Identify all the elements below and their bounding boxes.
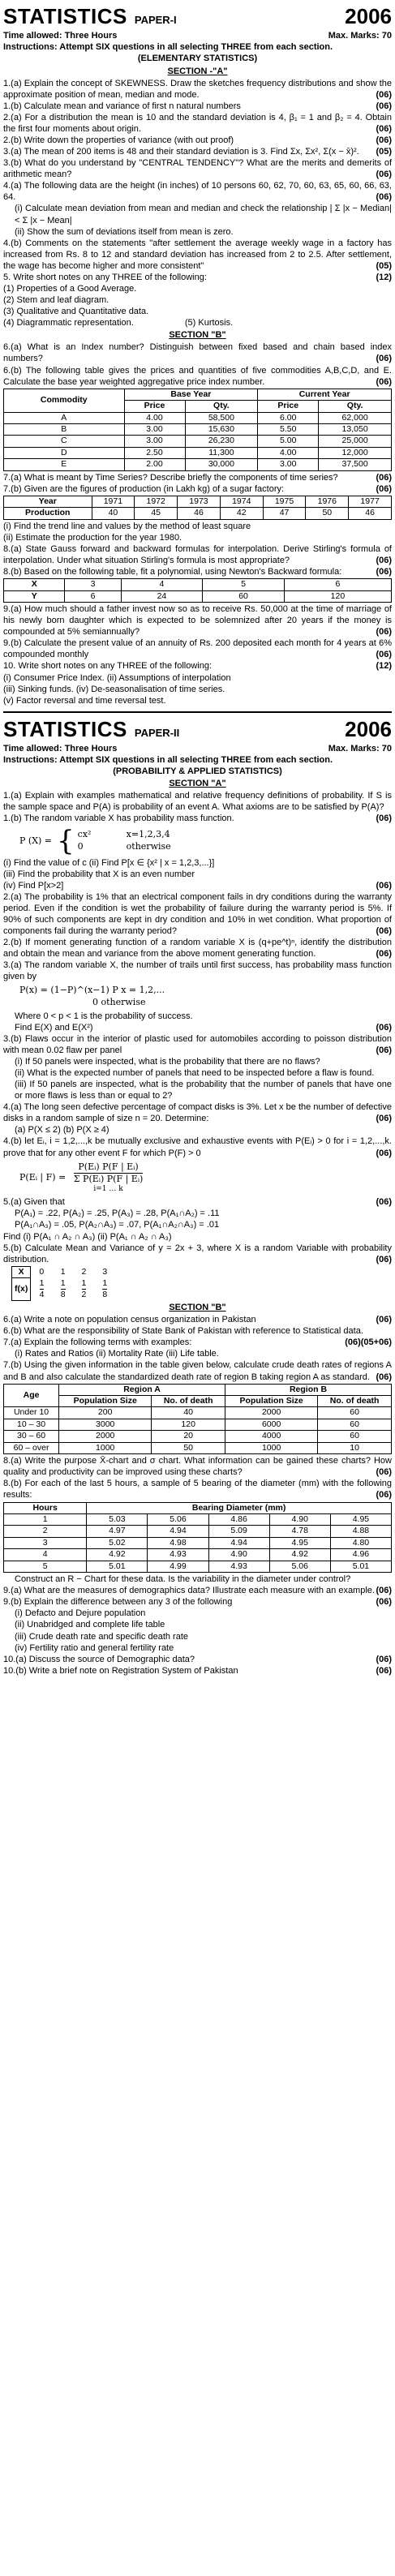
table-row: [4, 1561, 392, 1572]
table-cell: 15,630: [185, 424, 258, 436]
table-header: Population Size: [59, 1396, 152, 1407]
table-cell: B: [4, 424, 125, 436]
question-3b-i: (i) If 50 panels were inspected, what is the probability that there are no flaws?: [15, 1056, 320, 1067]
table-cell: 4.92: [87, 1549, 148, 1561]
table-cell: 25,000: [319, 436, 392, 447]
table-cell: 5.01: [87, 1561, 148, 1572]
time-allowed: Time allowed: Three Hours: [3, 744, 118, 754]
table-cell: Under 10: [4, 1407, 59, 1419]
table-cell: 46: [178, 508, 221, 519]
table-cell: 1976: [306, 496, 349, 507]
list-item: (iii) Crude death rate and specific death rate: [15, 1631, 189, 1642]
question-5a-line2: P(A₁∩A₃) = .05, P(A₂∩A₃) = .07, P(A₁∩A₂∩A₃) = .01: [15, 1220, 220, 1230]
table-header: Qty.: [185, 401, 258, 412]
instructions: Instructions: Attempt SIX questions in all selecting THREE from each section.: [3, 755, 333, 766]
table-cell: 58,500: [185, 412, 258, 423]
table-cell: 4.95: [330, 1513, 391, 1525]
paper-2-header: [3, 716, 392, 743]
table-header: Base Year: [124, 389, 258, 400]
table-cell: 60: [318, 1419, 392, 1430]
table-header: Region A: [59, 1384, 225, 1395]
xy-table: [3, 578, 392, 603]
fraction-cell: $\frac{1}{2}$: [81, 1277, 87, 1300]
question-1b: 1.(b) Calculate mean and variance of first n natural numbers (06): [3, 101, 392, 111]
table-cell: 5.00: [258, 436, 319, 447]
table-row: [4, 424, 392, 436]
fraction-cell: $\frac{1}{8}$: [102, 1277, 108, 1300]
question-6a: 6.(a) What is an Index number? Distinguish between fixed based and chain based index numbers? (06): [3, 342, 392, 364]
table-header: Current Year: [258, 389, 392, 400]
question-10: 10. Write short notes on any THREE of the following: (12): [3, 661, 392, 672]
question-5b: 5.(b) Calculate Mean and Variance of y = 2x + 3, where X is a random Variable with probability distribution. (06): [3, 1243, 392, 1264]
table-cell: 3.00: [124, 436, 185, 447]
table-cell: 1975: [263, 496, 306, 507]
table-cell: X: [4, 579, 65, 590]
question-3a-where: Where 0 < p < 1 is the probability of success.: [15, 1011, 193, 1021]
table-cell: 3.00: [124, 424, 185, 436]
paper-subtitle: (PROBABILITY & APPLIED STATISTICS): [113, 766, 282, 777]
section-a-heading: SECTION "A": [169, 779, 226, 789]
question-7a: 7.(a) Explain the following terms with examples: (06): [3, 1337, 361, 1348]
paper-subtitle: (ELEMENTARY STATISTICS): [137, 54, 258, 64]
table-cell: 0: [39, 1266, 45, 1277]
table-cell: 3: [4, 1537, 87, 1548]
table-cell: 6: [65, 590, 121, 602]
table-cell: 5: [4, 1561, 87, 1572]
table-cell: 4.95: [269, 1537, 330, 1548]
question-3a: 3.(a) The random variable X, the number of trails until first success, has probability mass function given by: [3, 960, 392, 982]
paper-label: PAPER-I: [134, 14, 177, 26]
question-10a: 10.(a) Discuss the source of Demographic data? (06): [3, 1654, 392, 1664]
table-cell: 12,000: [319, 447, 392, 458]
table-cell: 10: [318, 1442, 392, 1453]
table-cell: A: [4, 412, 125, 423]
table-header: No. of death: [152, 1396, 225, 1407]
question-5a-line1: P(A₁) = .22, P(A₂) = .25, P(A₃) = .28, P(A₁∩A₂) = .11: [15, 1209, 220, 1219]
table-cell: 40: [92, 508, 135, 519]
question-5a: 5.(a) Given that (06): [3, 1197, 392, 1208]
question-7b: 7.(b) Given are the figures of production (in Lakh kg) of a sugar factory: (06): [3, 483, 392, 494]
list-item: (ii) Unabridged and complete life table: [15, 1620, 165, 1630]
question-1b-i: (i) Find the value of c (ii) Find P[x ∈ {x² | x = 1,2,3,...}]: [3, 857, 215, 868]
question-7b-i: (i) Find the trend line and values by the method of least square: [3, 521, 251, 531]
table-cell: 24: [121, 590, 203, 602]
table-cell: 4: [4, 1549, 87, 1561]
table-cell: 4.88: [330, 1526, 391, 1537]
question-4b: 4.(b) Comments on the statements "after settlement the average weekly wage in a factory has increased from Rs. 8 to 12 and standard deviation has increased from 2 to 2.5. After settlement, the wage has become higher and more consistent" (05): [3, 238, 392, 271]
table-cell: 4.90: [269, 1513, 330, 1525]
question-4a-i: (i) Calculate mean deviation from mean and median and check the relationship | Σ |x − Median| < Σ |x − Mean|: [15, 204, 392, 225]
question-2b: 2.(b) Write down the properties of variance (with out proof) (06): [3, 135, 392, 145]
question-1a: 1.(a) Explain with examples mathematical and relative frequency definitions of probability. If S is the sample space and P(A) is probability of an event A. What axioms are to be satisfied by P(A)? (06): [3, 791, 392, 824]
table-cell: 5: [203, 579, 285, 590]
question-3a: 3.(a) The mean of 200 items is 48 and their standard deviation is 3. Find Σx, Σx², Σ(x − x̄)². (05): [3, 147, 392, 157]
table-cell: 3: [102, 1266, 108, 1277]
question-10-list: [3, 672, 392, 706]
question-4a-ii: (ii) Show the sum of deviations itself from mean is zero.: [15, 226, 234, 237]
xy-table-body: [4, 579, 392, 603]
table-cell: 5.06: [148, 1513, 208, 1525]
table-cell: 50: [152, 1442, 225, 1453]
table-cell: Year: [4, 496, 92, 507]
question-4b: 4.(b) let Eᵢ, i = 1,2,...,k be mutually exclusive and exhaustive events with P(Eᵢ) > 0 for i = 1,2,...,k. prove that for any other event F for which P(F) > 0 (06): [3, 1136, 392, 1158]
question-8b: 8.(b) For each of the last 5 hours, a sample of 5 bearing of the diameter (mm) with the following results: (06): [3, 1479, 392, 1501]
table-cell: 4.97: [87, 1526, 148, 1537]
question-3b-iii: (iii) If 50 panels are inspected, what is the probability that the number of panels that have one or more flaws is less than or equal to 2?: [15, 1080, 392, 1101]
table-cell: 4.94: [208, 1537, 269, 1548]
table-row: [4, 508, 392, 519]
commodity-table: [3, 389, 392, 471]
table-header: Price: [258, 401, 319, 412]
list-item: (2) Stem and leaf diagram.: [3, 295, 109, 306]
production-table: [3, 496, 392, 520]
table-cell: 26,230: [185, 436, 258, 447]
list-item: (4) Diagrammatic representation. (5) Kurtosis.: [3, 318, 234, 328]
table-header: No. of death: [318, 1396, 392, 1407]
table-row: [4, 447, 392, 458]
table-cell: 1: [60, 1266, 66, 1277]
exam-year: 2006: [345, 716, 392, 741]
table-cell: 4.80: [330, 1537, 391, 1548]
table-cell: 1971: [92, 496, 135, 507]
question-8a: 8.(a) Write the purpose X̄-chart and σ chart. What information can be gained these charts? How quality and productivity can be improved using these charts? (06): [3, 1456, 392, 1478]
table-cell: 60: [318, 1431, 392, 1442]
table-cell: 40: [152, 1407, 225, 1419]
question-7a: 7.(a) What is meant by Time Series? Describe briefly the components of time series? (06): [3, 472, 392, 483]
table-cell: 5.09: [208, 1526, 269, 1537]
question-4a: 4.(a) The long seen defective percentage of compact disks is 3%. Let x be the number of defective disks in a random sample of size n = 20. Determine: (06): [3, 1102, 392, 1124]
table-cell: 4.00: [124, 412, 185, 423]
table-cell: 1977: [349, 496, 392, 507]
question-8b-note: Construct an R − Chart for these data. Is the variability in the diameter under control?: [15, 1574, 351, 1585]
table-cell: 2000: [59, 1431, 152, 1442]
list-item: (i) Defacto and Dejure population: [15, 1608, 146, 1619]
fraction-cell: $\frac{1}{4}$: [39, 1277, 45, 1300]
table-cell: 6000: [225, 1419, 318, 1430]
table-row: [4, 1431, 392, 1442]
table-cell: 4.00: [258, 447, 319, 458]
question-1a: 1.(a) Explain the concept of SKEWNESS. Draw the sketches frequency distributions and show the approximate position of mean, median and mode. (06): [3, 78, 392, 100]
table-cell: 10 – 30: [4, 1419, 59, 1430]
table-row: [4, 1419, 392, 1430]
table-cell: 4.90: [208, 1549, 269, 1561]
table-cell: 37,500: [319, 459, 392, 470]
question-1b-iii: (iii) Find the probability that X is an even number: [3, 869, 195, 879]
table-header: Qty.: [319, 401, 392, 412]
question-6a: 6.(a) Write a note on population census organization in Pakistan (06): [3, 1315, 392, 1325]
death-rate-table: [3, 1384, 392, 1455]
question-3b: 3.(b) Flaws occur in the interior of plastic used for automobiles according to poisson distribution with mean 0.02 flaw per panel (06): [3, 1033, 392, 1055]
table-cell: 3: [65, 579, 121, 590]
table-cell: 60: [318, 1407, 392, 1419]
table-cell: 30 – 60: [4, 1431, 59, 1442]
table-row: [4, 1513, 392, 1525]
question-9b: 9.(b) Calculate the present value of an annuity of Rs. 200 deposited each month for 4 years at 6% compounded monthly (06): [3, 638, 392, 660]
list-item: (1) Properties of a Good Average.: [3, 283, 137, 294]
table-cell: 5.03: [87, 1513, 148, 1525]
paper-2: [3, 716, 392, 1677]
table-cell: 4.93: [208, 1561, 269, 1572]
paper-1: [3, 3, 392, 706]
question-8b: 8.(b) Based on the following table, fit a polynomial, using Newton's Backward formula: (06): [3, 567, 392, 577]
table-cell: 120: [284, 590, 391, 602]
table-cell: 5.50: [258, 424, 319, 436]
table-cell: 4.98: [148, 1537, 208, 1548]
instructions: Instructions: Attempt SIX questions in all selecting THREE from each section.: [3, 42, 333, 53]
table-cell: 20: [152, 1431, 225, 1442]
table-cell: 2.50: [124, 447, 185, 458]
time-allowed: Time allowed: Three Hours: [3, 31, 118, 41]
table-header: Price: [124, 401, 185, 412]
table-cell: 11,300: [185, 447, 258, 458]
table-cell: E: [4, 459, 125, 470]
bayes-formula: P(Eᵢ | F) = P(Eᵢ) P(F | Eᵢ) Σ P(Eᵢ) P(F | Eᵢ) i=1 … k: [19, 1161, 144, 1193]
table-cell: 4.96: [330, 1549, 391, 1561]
question-10b: 10.(b) Write a brief note on Registration System of Pakistan (06): [3, 1665, 392, 1676]
table-cell: 60: [203, 590, 285, 602]
section-b-heading: SECTION "B": [169, 1303, 226, 1313]
table-cell: 4: [121, 579, 203, 590]
table-cell: Production: [4, 508, 92, 519]
paper-1-header: [3, 3, 392, 30]
table-row: [4, 436, 392, 447]
table-cell: 1974: [220, 496, 263, 507]
table-header: Region B: [225, 1384, 392, 1395]
table-cell: 50: [306, 508, 349, 519]
question-7a-items: (i) Rates and Ratios (ii) Mortality Rate (iii) Life table.: [15, 1349, 219, 1359]
question-1b: 1.(b) The random variable X has probability mass function.: [3, 814, 234, 824]
max-marks: Max. Marks: 70: [328, 744, 392, 754]
time-marks-row: [3, 30, 392, 41]
question-3a-find: Find E(X) and E(X²) (06): [15, 1022, 392, 1033]
table-cell: 4.94: [148, 1526, 208, 1537]
table-row: [4, 1537, 392, 1548]
question-7b: 7.(b) Using the given information in the table given below, calculate crude death rates of regions A and B and also calculate the standardized death rate of region B taking region A as standard. (06): [3, 1360, 392, 1382]
question-2a: 2.(a) The probability is 1% that an electrical component fails in dry conditions during the warranty period. Even if the condition is wet the probability of failure during the warranty period is 5%. If 90% of such components are kept in dry condition and 10% in wet condition. What proportion of components fail during the warranty period? (06): [3, 891, 392, 937]
table-cell: 6: [284, 579, 391, 590]
table-cell: 2.00: [124, 459, 185, 470]
question-1b-iv: (iv) Find P[x>2] (06): [3, 880, 392, 891]
time-marks-row: [3, 743, 392, 754]
table-cell: 200: [59, 1407, 152, 1419]
table-cell: 5.02: [87, 1537, 148, 1548]
table-row: [4, 579, 392, 590]
subject-title: STATISTICS: [3, 716, 127, 741]
table-cell: 3.00: [258, 459, 319, 470]
paper-label: PAPER-II: [134, 726, 180, 739]
table-cell: 13,050: [319, 424, 392, 436]
question-9b: 9.(b) Explain the difference between any 3 of the following (06): [3, 1597, 392, 1608]
question-4a: 4.(a) The following data are the height (in inches) of 10 persons 60, 62, 70, 60, 63, 65, 60, 66, 63, 64. (06): [3, 181, 392, 203]
question-3b: 3.(b) What do you understand by "CENTRAL TENDENCY"? What are the merits and demerits of arithmetic mean? (06): [3, 158, 392, 180]
probability-distribution-table: [11, 1266, 115, 1301]
probability-distribution-body: [12, 1266, 116, 1300]
question-2a: 2.(a) For a distribution the mean is 10 and the standard deviation is 4, β₁ = 1 and β₂ = 4. Obtain the first four moments about origin. (06): [3, 112, 392, 134]
fraction-cell: $\frac{1}{8}$: [60, 1277, 66, 1300]
table-cell: 1000: [225, 1442, 318, 1453]
bearing-table-body: [4, 1513, 392, 1572]
table-cell: 4000: [225, 1431, 318, 1442]
table-row: [4, 496, 392, 507]
table-row: [4, 1549, 392, 1561]
table-cell: 4.92: [269, 1549, 330, 1561]
table-cell: 2: [4, 1526, 87, 1537]
table-cell: 2000: [225, 1407, 318, 1419]
question-5: 5. Write short notes on any THREE of the following: (12): [3, 272, 392, 282]
death-rate-table-body: [4, 1407, 392, 1454]
commodity-table-body: [4, 412, 392, 470]
table-row: [4, 590, 392, 602]
pmf-formula: P (X) = { cx² x=1,2,3,4 0 otherwise: [19, 824, 171, 857]
table-cell: 1972: [135, 496, 178, 507]
table-cell: D: [4, 447, 125, 458]
table-cell: 4.99: [148, 1561, 208, 1572]
section-a-heading: SECTION -"A": [167, 66, 228, 76]
table-cell: 1000: [59, 1442, 152, 1453]
production-table-body: [4, 496, 392, 519]
table-cell: C: [4, 436, 125, 447]
geometric-pmf: P(x) = (1−P)^(x−1) P x = 1,2,... 0 otherwise: [19, 985, 165, 1007]
table-cell: 42: [220, 508, 263, 519]
table-cell: Y: [4, 590, 65, 602]
question-5a-find: Find (i) P(A₁ ∩ A₂ ∩ A₃) (ii) P(A₁ ∩ A₂ ∩ A₃): [3, 1231, 172, 1242]
question-9a: 9.(a) How much should a father invest now so as to receive Rs. 50,000 at the time of marriage of his newly born daughter which is expected to be solemnized after 20 years if the money is compounded at 5% semiannually? (06): [3, 604, 392, 638]
list-item: (i) Consumer Price Index. (ii) Assumptions of interpolation: [3, 672, 231, 683]
table-cell: 1973: [178, 496, 221, 507]
table-cell: 120: [152, 1419, 225, 1430]
table-cell: 4.78: [269, 1526, 330, 1537]
question-6b: 6.(b) What are the responsibility of State Bank of Pakistan with reference to Statistical data. (05+06): [3, 1326, 392, 1348]
table-row: [4, 412, 392, 423]
table-header: Age: [4, 1384, 59, 1407]
table-row: [4, 459, 392, 470]
table-cell: 45: [135, 508, 178, 519]
table-cell: 5.06: [269, 1561, 330, 1572]
list-item: (3) Qualitative and Quantitative data.: [3, 307, 149, 317]
max-marks: Max. Marks: 70: [328, 31, 392, 41]
table-row: [12, 1278, 116, 1301]
table-cell: 5.01: [330, 1561, 391, 1572]
question-2b: 2.(b) If moment generating function of a random variable X is (q+pe^t)ⁿ, identify the distribution and obtain the mean and variance from the above moment generating function. (06): [3, 938, 392, 960]
question-8a: 8.(a) State Gauss forward and backward formulas for interpolation. Derive Stirling's formula of interpolation. Under what situation Stirling's formula is most appropriate? (06): [3, 543, 392, 566]
question-5-list: [3, 283, 392, 328]
table-row: [4, 1407, 392, 1419]
table-row: [12, 1266, 116, 1277]
table-header: Bearing Diameter (mm): [87, 1502, 392, 1513]
bearing-table: [3, 1502, 392, 1574]
table-cell: 6.00: [258, 412, 319, 423]
section-b-heading: SECTION "B": [169, 330, 226, 341]
table-cell: 3000: [59, 1419, 152, 1430]
table-cell: f(x): [12, 1278, 31, 1301]
table-header: Hours: [4, 1502, 87, 1513]
table-header: Commodity: [4, 389, 125, 412]
table-cell: 30,000: [185, 459, 258, 470]
table-cell: 1: [4, 1513, 87, 1525]
table-cell: 60 – over: [4, 1442, 59, 1453]
table-cell: 4.93: [148, 1549, 208, 1561]
question-9a: 9.(a) What are the measures of demographics data? Illustrate each measure with an example. (06): [3, 1586, 392, 1596]
question-7b-ii: (ii) Estimate the production for the year 1980.: [3, 532, 182, 543]
table-cell: 46: [349, 508, 392, 519]
list-item: (iv) Fertility ratio and general fertility rate: [15, 1642, 174, 1653]
question-9b-list: [3, 1608, 392, 1653]
table-cell: 4.86: [208, 1513, 269, 1525]
list-item: (v) Factor reversal and time reversal test.: [3, 695, 166, 706]
paper-divider: [3, 711, 392, 713]
table-cell: 2: [81, 1266, 87, 1277]
table-cell: 62,000: [319, 412, 392, 423]
list-item: (iii) Sinking funds. (iv) De-seasonalisation of time series.: [3, 684, 225, 694]
question-3b-ii: (ii) What is the expected number of panels that need to be inspected before a flaw is found.: [15, 1067, 375, 1078]
subject-title: STATISTICS: [3, 4, 127, 28]
question-6b: 6.(b) The following table gives the prices and quantities of five commodities A,B,C,D, and E. Calculate the base year weighted aggregative price index number. (06): [3, 365, 392, 387]
table-cell: X: [12, 1266, 31, 1277]
table-header: Population Size: [225, 1396, 318, 1407]
table-cell: 47: [263, 508, 306, 519]
table-row: [4, 1526, 392, 1537]
question-4a-parts: (a) P(X ≤ 2) (b) P(X ≥ 4): [15, 1125, 109, 1136]
exam-year: 2006: [345, 4, 392, 28]
table-row: [4, 1442, 392, 1453]
